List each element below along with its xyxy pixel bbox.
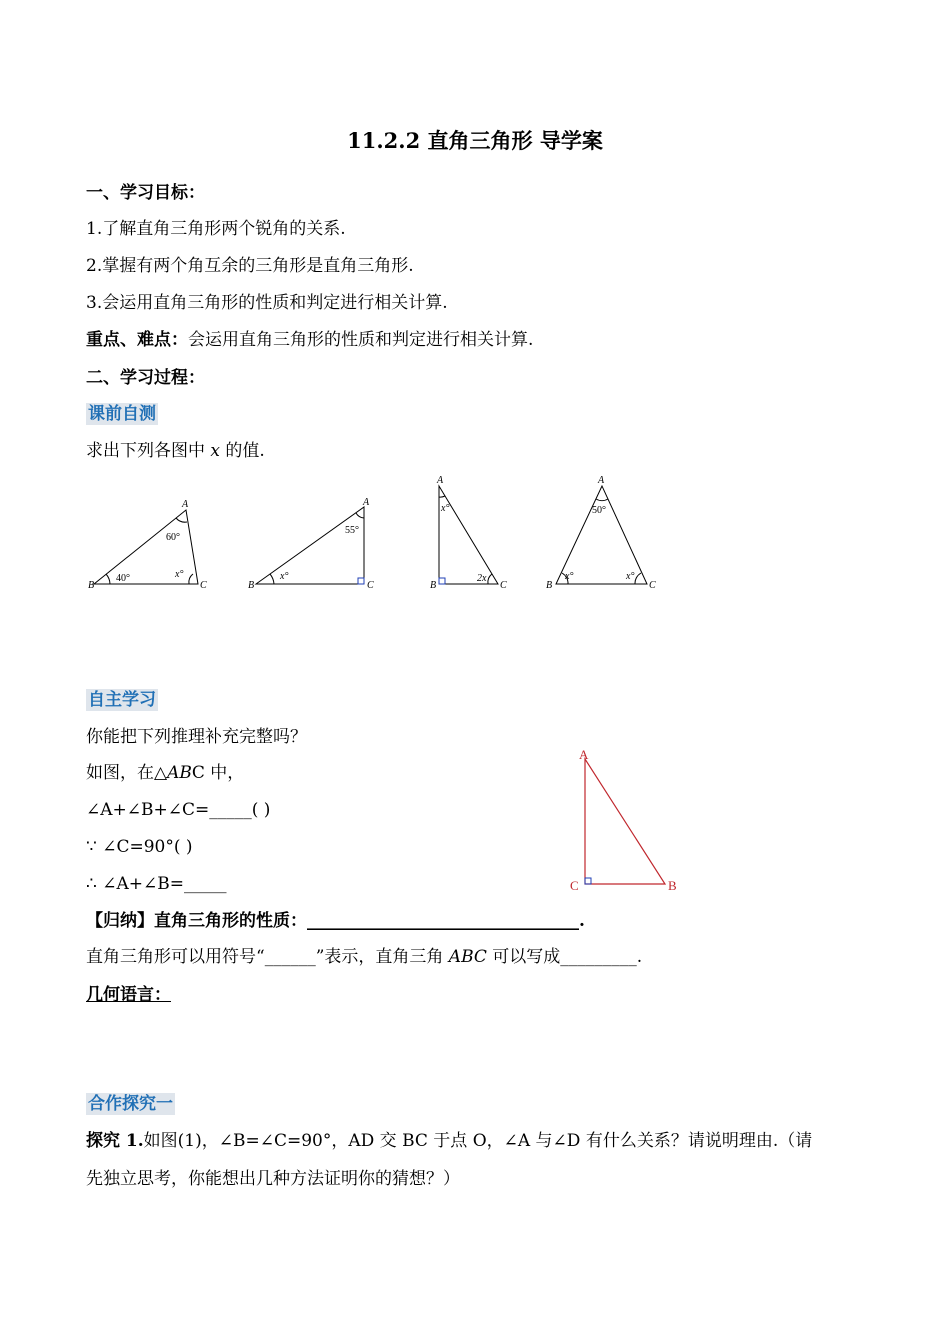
page-title: 11.2.2 直角三角形 导学案	[347, 128, 603, 153]
angle-label-b2: x°	[280, 571, 289, 582]
triangle-2-shape	[256, 507, 364, 584]
right-angle-mark-3	[439, 578, 445, 584]
self-study-question: 你能把下列推理补充完整吗？	[86, 727, 307, 747]
coop-heading: 合作探究一	[88, 1094, 173, 1114]
angle-label-a4: 50°	[592, 505, 606, 516]
self-study-heading: 自主学习	[88, 690, 156, 710]
vertex-b1: B	[88, 580, 95, 591]
line1-post: C 中，	[191, 763, 245, 783]
angle-arc-a1	[176, 518, 187, 522]
summary-line	[86, 910, 585, 932]
angle-arc-a4	[596, 499, 608, 501]
vertex-a3: A	[437, 475, 444, 486]
triangle-figure-4	[545, 473, 660, 595]
self-study-line-2: ∠A+∠B+∠C=_____( )	[86, 800, 271, 820]
pretest-prompt-pre: 求出下列各图中	[86, 441, 211, 461]
explore-1-line-1	[86, 1130, 812, 1152]
angle-arc-c4	[635, 573, 641, 584]
vertex-a1: A	[182, 499, 189, 510]
angle-arc-c1	[189, 574, 193, 584]
explore-1-label: 探究 1.	[86, 1131, 144, 1151]
vertex-a4: A	[598, 475, 605, 486]
symbol-line-post: 可以写成_________.	[486, 947, 643, 967]
pretest-prompt	[86, 440, 265, 462]
symbol-line-pre: 直角三角形可以用符号“______”表示，直角三角	[86, 947, 449, 967]
angle-arc-a2	[356, 513, 364, 518]
line1-var: AB	[167, 763, 192, 783]
goal-item-3: 3.会运用直角三角形的性质和判定进行相关计算.	[86, 293, 448, 313]
self-study-line-1	[86, 762, 244, 784]
right-triangle-figure	[565, 745, 685, 895]
key-points	[86, 329, 533, 351]
right-triangle-shape	[585, 759, 665, 884]
angle-label-c3: 2x	[477, 573, 487, 584]
process-heading: 二、学习过程：	[86, 368, 205, 388]
explore-1-line-2: 先独立思考，你能想出几种方法证明你的猜想？）	[86, 1169, 460, 1189]
vertex-c: C	[570, 878, 579, 893]
angle-label-b1: 40°	[116, 573, 130, 584]
vertex-b3: B	[430, 580, 437, 591]
vertex-b4: B	[546, 580, 553, 591]
vertex-c1: C	[200, 580, 207, 591]
goal-item-2: 2.掌握有两个角互余的三角形是直角三角形.	[86, 256, 414, 276]
vertex-c3: C	[500, 580, 507, 591]
triangle-figure-3	[430, 473, 515, 595]
goal-item-1: 1.了解直角三角形两个锐角的关系.	[86, 219, 346, 239]
angle-arc-b1	[106, 574, 110, 584]
angle-label-a3: x°	[441, 503, 450, 514]
explore-1-text-1: 如图(1)，∠B=∠C=90°，AD 交 BC 于点 O，∠A 与∠D 有什么关系？请说明理由.（请	[143, 1131, 813, 1151]
vertex-a2: A	[363, 497, 370, 508]
angle-label-c1: x°	[175, 569, 184, 580]
self-study-line-4: ∴ ∠A+∠B=_____	[86, 874, 227, 894]
pretest-prompt-var: x	[210, 441, 220, 461]
triangle-3-shape	[439, 486, 498, 584]
angle-arc-a3	[439, 496, 445, 497]
angle-arc-b2	[270, 574, 274, 584]
vertex-b: B	[668, 878, 677, 893]
key-text: 会运用直角三角形的性质和判定进行相关计算.	[188, 330, 534, 350]
pretest-prompt-post: 的值.	[220, 441, 265, 461]
summary-blank: ________________________________.	[307, 911, 585, 931]
right-angle-mark	[585, 878, 591, 884]
symbol-line-var: ABC	[448, 947, 487, 967]
self-study-line-3: ∵ ∠C=90°( )	[86, 837, 193, 857]
pretest-heading: 课前自测	[88, 404, 156, 424]
triangle-figure-2	[246, 495, 376, 595]
key-label: 重点、难点：	[86, 330, 188, 350]
angle-arc-c3	[488, 574, 492, 584]
goals-heading: 一、学习目标：	[86, 183, 205, 203]
triangle-figure-1	[86, 495, 216, 595]
line1-pre: 如图，在△	[86, 763, 168, 783]
angle-label-b4: x°	[565, 571, 574, 582]
geometry-language: 几何语言：	[86, 985, 171, 1005]
angle-label-c4: x°	[626, 571, 635, 582]
angle-label-a2: 55°	[345, 525, 359, 536]
symbol-line	[86, 946, 642, 968]
vertex-c2: C	[367, 580, 374, 591]
vertex-b2: B	[248, 580, 255, 591]
vertex-a: A	[579, 747, 589, 762]
summary-label: 【归纳】直角三角形的性质：	[86, 911, 307, 931]
angle-label-a1: 60°	[166, 532, 180, 543]
right-angle-mark-2	[358, 578, 364, 584]
vertex-c4: C	[649, 580, 656, 591]
